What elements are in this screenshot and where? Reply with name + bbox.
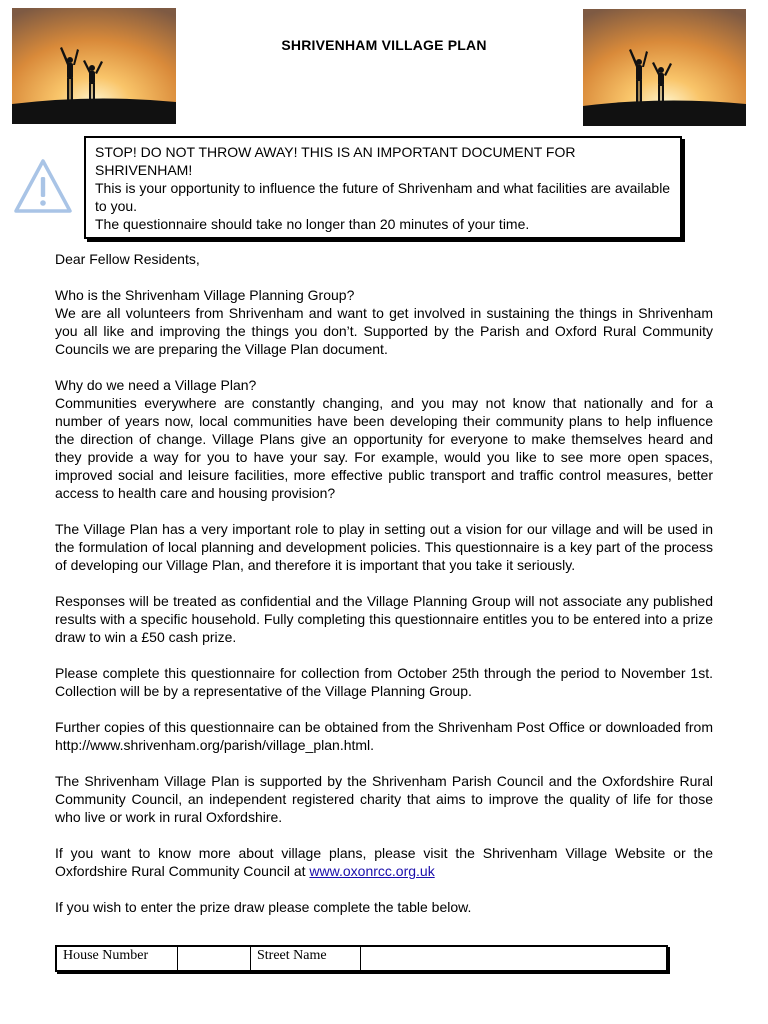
notice-warning-line: STOP! DO NOT THROW AWAY! THIS IS AN IMPORTANT DOCUMENT FOR SHRIVENHAM! xyxy=(95,144,576,178)
sunset-silhouette-image xyxy=(12,8,176,124)
house-number-label: House Number xyxy=(56,946,178,971)
paragraph-communities: Communities everywhere are constantly changing, and you may not know that nationally and for a number of years now, local communities have been developing their community plans to help influence the direction of change. Village Plans give an opportunity for everyone to make themselves heard and they provide a way for you to have your say. For example, would you like to see more open spaces, improved social and leisure facilities, more effective public transport and traffic control measures, better access to health care and housing provision? xyxy=(55,395,713,501)
paragraph-village-plan-role: The Village Plan has a very important role to play in setting out a vision for our village and will be used in the formulation of local planning and development policies. This questionnaire is a key part of the process of developing our Village Plan, and therefore it is important that you take it seriously. xyxy=(55,521,713,573)
sunset-silhouette-image xyxy=(583,9,746,126)
house-number-field[interactable] xyxy=(178,946,251,971)
page-title: SHRIVENHAM VILLAGE PLAN xyxy=(281,37,487,53)
greeting: Dear Fellow Residents, xyxy=(55,251,200,267)
question-heading-2: Why do we need a Village Plan? xyxy=(55,377,257,393)
paragraph-support: The Shrivenham Village Plan is supported by the Shrivenham Parish Council and the Oxfordshire Rural Community Council, an independent registered charity that aims to improve the quality of life for those who live or work in rural Oxfordshire. xyxy=(55,773,713,825)
paragraph-collection: Please complete this questionnaire for collection from October 25th through the period to November 1st. Collection will be by a representative of the Village Planning Group. xyxy=(55,665,713,699)
question-heading-1: Who is the Shrivenham Village Planning Group? xyxy=(55,287,355,303)
notice-opportunity-line: This is your opportunity to influence the future of Shrivenham and what facilities are available to you. xyxy=(95,180,671,214)
sunset-photo-left xyxy=(12,8,176,124)
paragraph-more-info xyxy=(55,844,713,880)
street-name-label: Street Name xyxy=(251,946,361,971)
sunset-photo-right xyxy=(583,9,746,126)
prize-draw-table xyxy=(55,945,668,972)
paragraph-confidentiality: Responses will be treated as confidential and the Village Planning Group will not associate any published results with a specific household. Fully completing this questionnaire entitles you to be entered into a prize draw to win a £50 cash prize. xyxy=(55,593,713,645)
oxonrcc-link[interactable]: www.oxonrcc.org.uk xyxy=(309,863,435,879)
paragraph-volunteers: We are all volunteers from Shrivenham and want to get involved in sustaining the things in Shrivenham you all like and improving the things you don’t. Supported by the Parish and Oxford Rural Community Councils we are preparing the Village Plan document. xyxy=(55,305,713,357)
paragraph-prize-draw: If you wish to enter the prize draw please complete the table below. xyxy=(55,899,472,915)
warning-triangle-icon xyxy=(12,157,74,215)
table-row xyxy=(56,946,667,971)
notice-duration-line: The questionnaire should take no longer than 20 minutes of your time. xyxy=(95,216,530,232)
important-notice-box xyxy=(84,136,682,239)
paragraph-further-copies: Further copies of this questionnaire can be obtained from the Shrivenham Post Office or downloaded from http://www.shrivenham.org/parish/village_plan.html. xyxy=(55,719,713,753)
street-name-field[interactable] xyxy=(361,946,668,971)
more-info-text: If you want to know more about village plans, please visit the Shrivenham Village Website or the Oxfordshire Rural Community Council at xyxy=(55,845,713,879)
letter-body xyxy=(55,250,713,934)
